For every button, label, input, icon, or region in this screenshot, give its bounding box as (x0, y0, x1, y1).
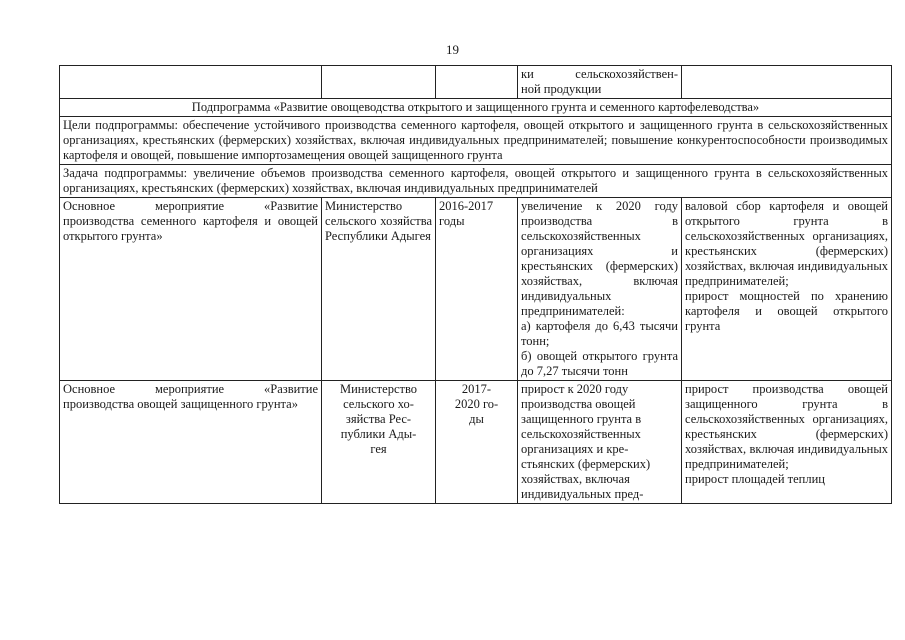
table-cell (682, 66, 892, 99)
result-line: ной продукции (521, 82, 602, 96)
subprogram-task-row (60, 165, 892, 198)
indicator-paragraph: прирост площадей теплиц (685, 472, 825, 486)
subprogram-goals-row (60, 117, 892, 165)
measure-indicators (682, 198, 892, 381)
measure-period: 2016-2017 годы (436, 198, 518, 381)
result-line: прирост к 2020 году (521, 382, 629, 396)
period-line: ды (469, 412, 484, 426)
table-cell (322, 66, 436, 99)
measure-executor (322, 381, 436, 504)
result-line: организациях и кре- (521, 442, 629, 456)
executor-line: зяйства Рес- (345, 412, 412, 426)
measure-indicators (682, 381, 892, 504)
indicator-paragraph: прирост производства овощей защищенного грунта в сельскохозяйственных организациях, крестьянских (фермерских) хозяйствах, включая индивидуальных предпринимателей; (685, 382, 888, 471)
measure-result (518, 381, 682, 504)
result-line: ки сельскохозяйствен- (521, 67, 678, 81)
period-line: 2020 го- (454, 397, 499, 411)
result-paragraph: б) овощей открытого грунта до 7,27 тысячи тонн (521, 349, 678, 378)
measure-executor: Министерство сельского хозяйства Республики Адыгея (322, 198, 436, 381)
table-cell (436, 66, 518, 99)
measure-name: Основное мероприятие «Развитие производства семенного картофеля и овощей открытого грунта» (60, 198, 322, 381)
result-line: индивидуальных пред- (521, 487, 644, 501)
program-table (59, 65, 892, 504)
subprogram-goals: Цели подпрограммы: обеспечение устойчивого производства семенного картофеля, овощей открытого и защищенного грунта в сельскохозяйственных организациях, крестьянских (фермерских) хозяйствах, включая индивидуальных предпринимателей; повышение конкурентоспособности производимых картофеля и овощей, повышение импортозамещения овощей защищенного грунта (60, 117, 892, 165)
indicator-paragraph: валовой сбор картофеля и овощей открытого грунта в сельскохозяйственных организациях, крестьянских (фермерских) хозяйствах, включая индивидуальных предпринимателей; (685, 199, 888, 288)
result-line: сельскохозяйственных (521, 427, 641, 441)
measure-period (436, 381, 518, 504)
result-paragraph: а) картофеля до 6,43 тысячи тонн; (521, 319, 678, 348)
measure-row (60, 381, 892, 504)
measure-row (60, 198, 892, 381)
continued-row (60, 66, 892, 99)
result-line: защищенного грунта в (521, 412, 642, 426)
result-line: производства овощей (521, 397, 636, 411)
measure-name: Основное мероприятие «Развитие производства овощей защищенного грунта» (60, 381, 322, 504)
result-line: хозяйствах, включая (521, 472, 630, 486)
result-paragraph: увеличение к 2020 году производства в сельскохозяйственных организациях и крестьянских (фермерских) хозяйствах, включая индивидуальных предпринимателей: (521, 199, 678, 318)
result-line: стьянских (фермерских) (521, 457, 651, 471)
page-number: 19 (446, 42, 459, 57)
indicator-paragraph: прирост мощностей по хранению картофеля и овощей открытого грунта (685, 289, 888, 333)
executor-line: гея (370, 442, 387, 456)
executor-line: Министерство (339, 382, 418, 396)
subprogram-title-row (60, 99, 892, 117)
table-cell (518, 66, 682, 99)
subprogram-task: Задача подпрограммы: увеличение объемов производства семенного картофеля, овощей открытого и защищенного грунта в сельскохозяйственных организациях, крестьянских (фермерских) хозяйствах, включая индивидуальных предпринимателей (60, 165, 892, 198)
executor-line: публики Ады- (340, 427, 417, 441)
period-line: 2017- (461, 382, 492, 396)
table-cell (60, 66, 322, 99)
executor-line: сельского хо- (343, 397, 414, 411)
subprogram-title: Подпрограмма «Развитие овощеводства открытого и защищенного грунта и семенного картофелеводства» (60, 99, 892, 117)
measure-result (518, 198, 682, 381)
